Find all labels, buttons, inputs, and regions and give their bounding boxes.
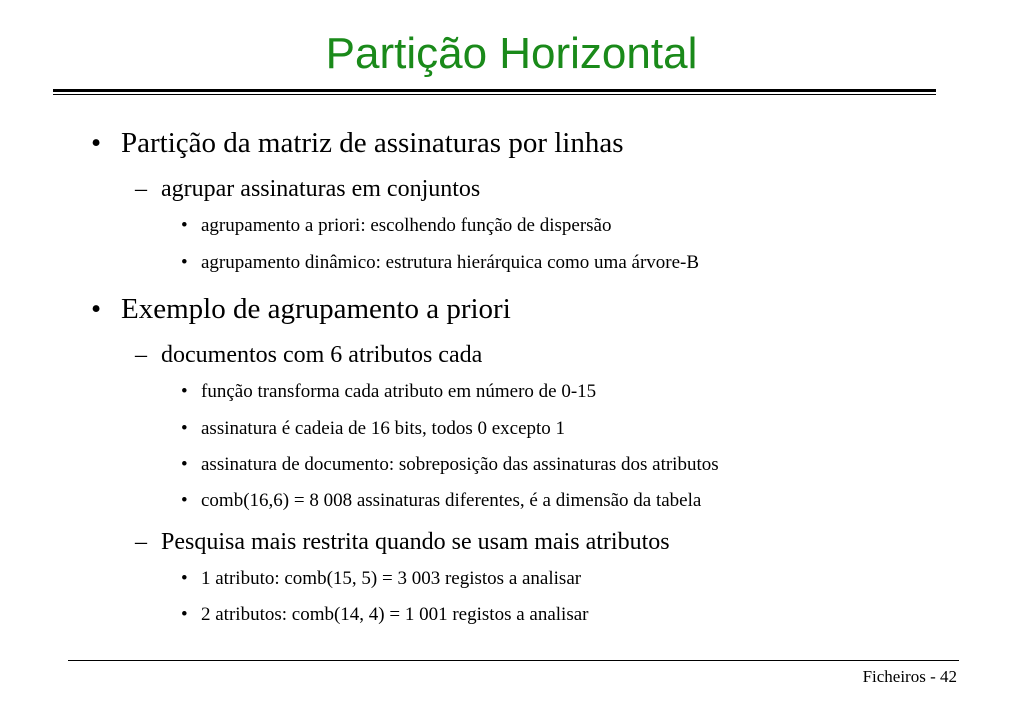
bullet-marker: • <box>181 568 188 589</box>
bullet-item <box>91 292 511 326</box>
bullet-text: Partição da matriz de assinaturas por linhas <box>121 127 624 159</box>
sub-sub-bullet-item <box>181 251 700 275</box>
bullet-item <box>91 126 624 160</box>
bullet-text: assinatura é cadeia de 16 bits, todos 0 excepto 1 <box>201 418 566 439</box>
bullet-marker: • <box>181 418 188 439</box>
bullet-text: assinatura de documento: sobreposição das assinaturas dos atributos <box>201 454 719 475</box>
bullet-text: agrupamento a priori: escolhendo função de dispersão <box>201 215 612 236</box>
bullet-marker: • <box>181 604 188 625</box>
bullet-marker: • <box>181 215 188 236</box>
slide-footer: Ficheiros - 42 <box>862 667 957 686</box>
sub-sub-bullet-item <box>181 417 566 441</box>
dash-marker: – <box>135 529 147 555</box>
slide-title: Partição Horizontal <box>325 29 698 78</box>
sub-sub-bullet-item <box>181 489 702 513</box>
bullet-text: comb(16,6) = 8 008 assinaturas diferentes, é a dimensão da tabela <box>201 490 702 511</box>
bullet-marker: • <box>181 454 188 475</box>
bullet-text: agrupamento dinâmico: estrutura hierárquica como uma árvore-B <box>201 252 700 273</box>
bullet-marker: • <box>181 490 188 511</box>
sub-bullet-item <box>135 341 483 369</box>
bullet-text: 1 atributo: comb(15, 5) = 3 003 registos a analisar <box>201 568 582 589</box>
title-divider-thin <box>53 94 936 95</box>
bullet-text: documentos com 6 atributos cada <box>161 342 483 368</box>
title-divider-thick <box>53 89 936 92</box>
bullet-text: 2 atributos: comb(14, 4) = 1 001 registos a analisar <box>201 604 589 625</box>
sub-sub-bullet-item <box>181 214 612 238</box>
bullet-text: Exemplo de agrupamento a priori <box>121 293 511 325</box>
bullet-marker: • <box>91 127 102 159</box>
sub-sub-bullet-item <box>181 380 597 404</box>
sub-sub-bullet-item <box>181 453 719 477</box>
sub-bullet-item <box>135 175 481 203</box>
bullet-text: Pesquisa mais restrita quando se usam mais atributos <box>161 529 670 555</box>
bullet-marker: • <box>91 293 102 325</box>
bullet-text: função transforma cada atributo em número de 0-15 <box>201 381 597 402</box>
bullet-marker: • <box>181 252 188 273</box>
footer-divider <box>68 660 959 661</box>
sub-sub-bullet-item <box>181 603 589 627</box>
dash-marker: – <box>135 176 147 202</box>
dash-marker: – <box>135 342 147 368</box>
sub-bullet-item <box>135 528 670 556</box>
bullet-marker: • <box>181 381 188 402</box>
sub-sub-bullet-item <box>181 567 582 591</box>
bullet-text: agrupar assinaturas em conjuntos <box>161 176 481 202</box>
